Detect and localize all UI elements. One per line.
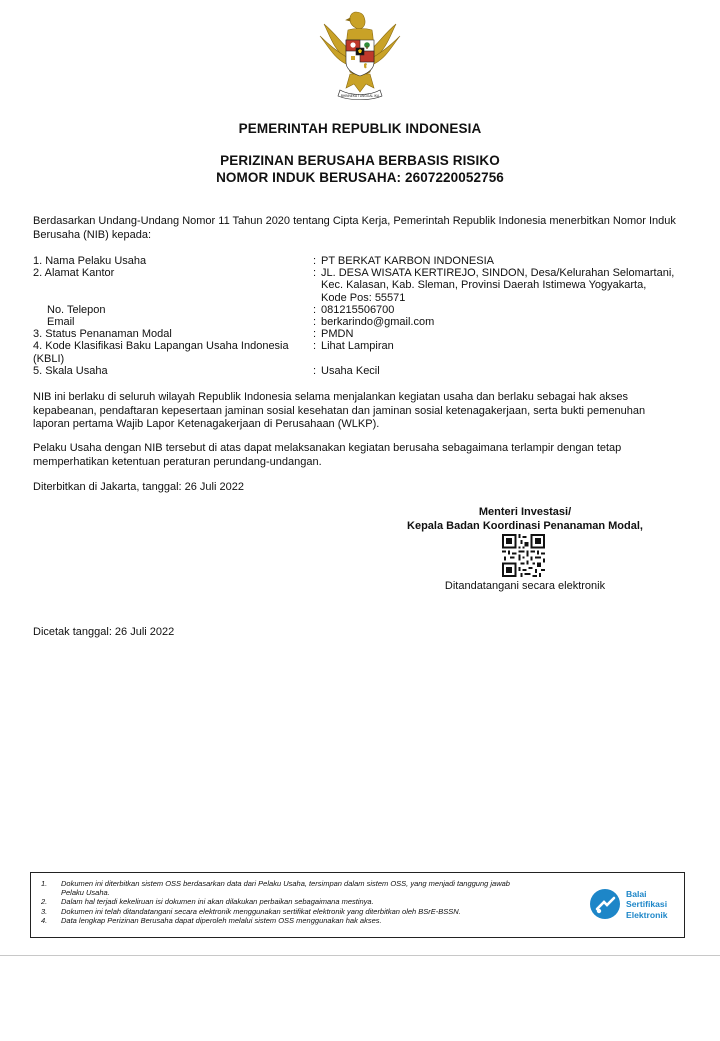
field-value	[321, 267, 681, 304]
nib-validity-paragraph	[33, 391, 688, 432]
paragraph-line: NIB ini berlaku di seluruh wilayah Republik Indonesia selama menjalankan kegiatan usaha dan berlaku sebagai hak akses	[33, 391, 628, 403]
field-label: 5. Skala Usaha	[33, 364, 108, 377]
note-text	[61, 879, 510, 897]
field-value: berkarindo@gmail.com	[321, 316, 435, 329]
field-row-skala	[33, 365, 693, 377]
field-label: 2. Alamat Kantor	[33, 267, 115, 280]
signatory-title: Menteri Investasi/	[478, 506, 572, 518]
field-value: Lihat Lampiran	[321, 340, 394, 353]
intro-line: Berdasarkan Undang-Undang Nomor 11 Tahun 2020 tentang Cipta Kerja, Pemerintah Republik Indonesia menerbitkan Nomor Induk	[33, 215, 676, 227]
note-number: 1.	[41, 879, 48, 888]
field-row-kbli	[33, 340, 693, 364]
field-value: Usaha Kecil	[321, 364, 380, 377]
printed-date: Dicetak tanggal: 26 Juli 2022	[33, 626, 175, 638]
emblem-ribbon-text: BHINNEKA TUNGGAL IKA	[340, 94, 380, 98]
business-fields	[33, 255, 693, 377]
garuda-pancasila-emblem	[316, 6, 404, 102]
field-value: PT BERKAT KARBON INDONESIA	[321, 255, 494, 267]
intro-line: Berusaha (NIB) kepada:	[33, 228, 152, 241]
government-heading: PEMERINTAH REPUBLIK INDONESIA	[238, 121, 482, 136]
paragraph-line: laporan pertama Wajib Lapor Ketenagakerjaan di Perusahaan (WLKP).	[33, 418, 380, 430]
footer-note	[41, 916, 576, 925]
field-value: PMDN	[321, 328, 354, 341]
footer-notes-list	[41, 879, 576, 925]
paragraph-line: kepabeanan, pendaftaran kepesertaan jaminan sosial kesehatan dan jaminan sosial ketenagakerjaan, serta bukti pemenuhan	[33, 404, 646, 417]
bsre-line: Elektronik	[626, 909, 668, 920]
paragraph-line: Pelaku Usaha dengan NIB tersebut di atas dapat melaksanakan kegiatan berusaha sebagaimana terlampir dengan tetap	[33, 442, 622, 454]
page-bottom-margin	[0, 955, 720, 1041]
nib-number-heading: NOMOR INDUK BERUSAHA: 2607220052756	[216, 170, 504, 185]
note-line: Dokumen ini telah ditandatangani secara elektronik menggunakan sertifikat elektronik yang diterbitkan oleh BSrE-BSSN.	[61, 906, 461, 916]
address-line: Kec. Kalasan, Kab. Sleman, Provinsi Daerah Istimewa Yogyakarta,	[321, 279, 647, 292]
signatory-institution: Kepala Badan Koordinasi Penanaman Modal,	[407, 520, 643, 532]
field-row-email	[33, 316, 693, 328]
electronic-signature-note: Ditandatangani secara elektronik	[444, 580, 606, 592]
note-line: Dokumen ini diterbitkan sistem OSS berdasarkan data dari Pelaku Usaha, tersimpan dalam sistem OSS, yang menjadi tanggung jawab	[61, 879, 510, 888]
field-separator: :	[313, 316, 317, 329]
field-label: No. Telepon	[47, 303, 106, 316]
field-label: 3. Status Penanaman Modal	[33, 328, 172, 341]
note-line: Dalam hal terjadi kekeliruan isi dokumen ini akan dilakukan perbaikan sebagaimana mestinya.	[61, 897, 374, 907]
note-number: 2.	[41, 897, 48, 907]
qr-code	[502, 534, 545, 577]
field-label: 1. Nama Pelaku Usaha	[33, 255, 147, 267]
note-line: Data lengkap Perizinan Berusaha dapat diperoleh melalui sistem OSS menggunakan hak akses.	[61, 915, 382, 925]
field-row-telepon	[33, 304, 693, 316]
bsre-wordmark	[626, 889, 668, 920]
address-line: Kode Pos: 55571	[321, 291, 406, 304]
field-separator: :	[313, 364, 317, 377]
field-separator: :	[313, 267, 317, 280]
field-value: 081215506700	[321, 303, 395, 316]
bsre-emblem-icon	[588, 887, 622, 921]
intro-paragraph	[33, 215, 688, 242]
paragraph-line: memperhatikan ketentuan peraturan perundang-undangan.	[33, 455, 322, 468]
field-row-nama	[33, 255, 693, 267]
footer-notes-box	[30, 872, 685, 938]
note-number: 4.	[41, 915, 48, 925]
business-activity-paragraph	[33, 442, 688, 469]
permit-title: PERIZINAN BERUSAHA BERBASIS RISIKO	[220, 153, 500, 168]
signature-block	[380, 505, 670, 533]
field-label: Email	[47, 316, 75, 329]
bsre-line: Balai	[626, 889, 647, 899]
note-line: Pelaku Usaha.	[61, 888, 110, 898]
issued-date: Diterbitkan di Jakarta, tanggal: 26 Juli 2022	[33, 481, 244, 493]
field-separator: :	[313, 255, 317, 267]
footer-note	[41, 907, 576, 916]
footer-note	[41, 897, 576, 906]
field-row-alamat	[33, 267, 693, 304]
bsre-line: Sertifikasi	[626, 899, 668, 910]
address-line: JL. DESA WISATA KERTIREJO, SINDON, Desa/Kelurahan Selomartani,	[321, 267, 675, 280]
note-number: 3.	[41, 906, 48, 916]
field-separator: :	[313, 303, 317, 316]
field-label	[33, 340, 313, 364]
field-separator: :	[313, 328, 317, 341]
footer-note	[41, 879, 576, 897]
field-row-status	[33, 328, 693, 340]
kbli-label-line: 4. Kode Klasifikasi Baku Lapangan Usaha Indonesia	[33, 340, 289, 353]
kbli-label-line: (KBLI)	[33, 352, 65, 365]
bsre-logo	[588, 887, 680, 923]
field-separator: :	[313, 340, 317, 353]
